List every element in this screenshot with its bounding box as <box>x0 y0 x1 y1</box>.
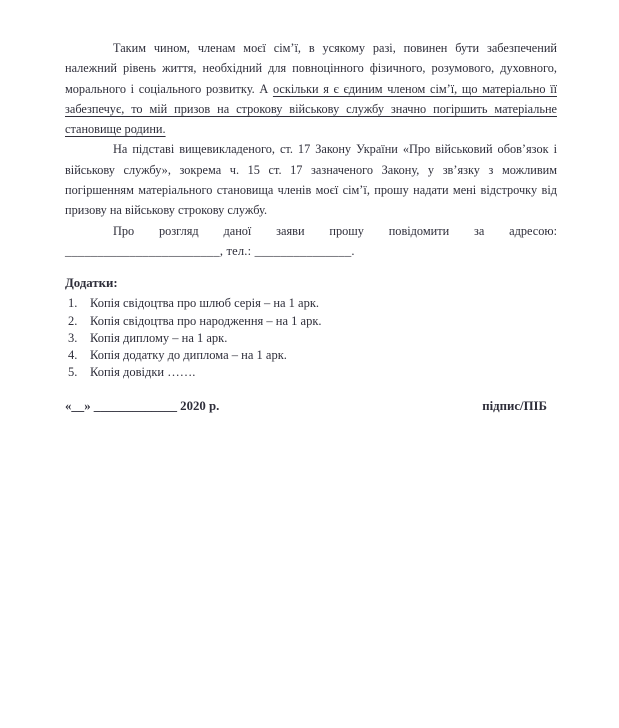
list-item <box>65 364 557 381</box>
paragraph-line <box>65 99 557 119</box>
paragraph-text: призову на військову строкову службу. <box>65 203 268 218</box>
list-item-text: Копія свідоцтва про шлюб серія – на 1 арк. <box>90 296 320 311</box>
list-item-number: 3. <box>68 330 78 345</box>
paragraph-line <box>65 180 557 200</box>
underlined-text: оскільки я є єдиним членом сім’ї, що матеріально її <box>272 81 557 96</box>
list-item-text: Копія свідоцтва про народження – на 1 арк. <box>90 313 322 328</box>
paragraph-line <box>65 119 557 139</box>
list-item-text: Копія диплому – на 1 арк. <box>90 330 228 345</box>
list-item-text: Копія довідки ……. <box>90 365 196 380</box>
paragraph-line <box>65 58 557 78</box>
paragraph-text: військову службу», зокрема ч. 15 ст. 17 зазначеного Закону, у зв’язку з можливим <box>65 162 557 177</box>
paragraph-text: належний рівень життя, необхідний для повноцінного фізичного, розумового, духовного, <box>65 61 557 76</box>
footer-row <box>65 397 557 415</box>
paragraph-text: Про розгляд даної заяви прошу повідомити за адресою: <box>113 223 557 238</box>
paragraph-text: погіршенням матеріального становища членів моєї сім’ї, прошу надати мені відстрочку від <box>65 183 557 198</box>
paragraph-line <box>65 221 557 241</box>
paragraph-line <box>65 200 557 220</box>
paragraph-line <box>65 139 557 159</box>
list-item-number: 2. <box>68 313 78 328</box>
list-item-number: 5. <box>68 365 78 380</box>
tel-label: , тел.: <box>219 243 255 258</box>
tel-blank-field: _______________ <box>254 243 352 258</box>
list-item-number: 4. <box>68 348 78 363</box>
paragraph-line <box>65 160 557 180</box>
list-item-text: Копія додатку до диплома – на 1 арк. <box>90 348 287 363</box>
attachments-list <box>65 295 557 381</box>
paragraph-living-standard <box>65 38 557 139</box>
paragraph-text: морального і соціального розвитку. А <box>65 81 273 96</box>
list-item <box>65 330 557 347</box>
paragraph-line <box>65 79 557 99</box>
paragraph-deferral-request <box>65 139 557 220</box>
paragraph-text: На підставі вищевикладеного, ст. 17 Закону України «Про військовий обов’язок і <box>113 142 557 157</box>
list-item <box>65 295 557 312</box>
list-item-number: 1. <box>68 296 78 311</box>
date-line: «__» _____________ 2020 р. <box>65 398 220 413</box>
paragraph-line <box>65 38 557 58</box>
attachments-heading: Додатки: <box>65 276 118 291</box>
list-item <box>65 347 557 364</box>
underlined-text: становище родини. <box>65 122 166 137</box>
address-blank-field: ________________________ <box>65 243 220 258</box>
signature-label: підпис/ПІБ <box>482 398 547 413</box>
address-phone-line <box>65 241 557 261</box>
sentence-period: . <box>351 243 355 258</box>
document-content <box>65 38 557 415</box>
paragraph-notification-address <box>65 221 557 262</box>
list-item <box>65 313 557 330</box>
paragraph-text: Таким чином, членам моєї сім’ї, в усякому разі, повинен бути забезпечений <box>113 41 557 55</box>
underlined-text: забезпечує, то мій призов на строкову військову службу значно погіршить матеріальне <box>65 101 557 116</box>
